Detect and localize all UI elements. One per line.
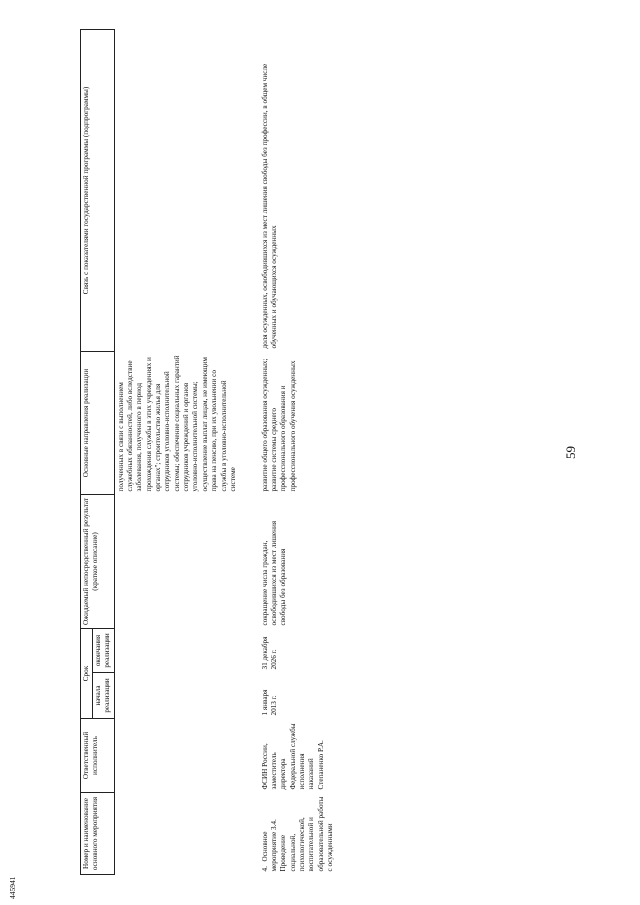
cont-start — [114, 673, 259, 719]
header-term: Срок — [81, 628, 93, 718]
measure-result: сокращение числа граждан, освободившихся из мест лишения свободы без образования — [260, 520, 288, 626]
cont-responsible — [114, 719, 259, 793]
measure-end: 31 декабря 2026 г. — [260, 636, 278, 670]
measure-number-name — [259, 793, 338, 875]
header-number-name: Номер и наименование основного мероприятия — [81, 793, 115, 875]
cont-end — [114, 628, 259, 672]
measure-start: 1 января 2013 г. — [260, 689, 278, 716]
document-code: 445941 — [8, 876, 17, 899]
header-directions: Основные направления реализации — [81, 351, 115, 494]
cont-number — [114, 793, 259, 875]
header-term-end: окончания реализации — [93, 628, 114, 672]
table-row — [259, 29, 338, 874]
measures-table — [80, 29, 337, 875]
measure-name: Основное мероприятие 3.4. Проведение социальной, психологической, воспитательной и образовательной работы с осужденными — [260, 796, 335, 872]
cont-directions: полученных в связи с выполнением служебных обязанностей, либо вследствие заболевания, полученного в период прохождения службы в этих учреждениях и органах"; строительство жилья для сотрудников уголовно-исполнительной системы; обеспечение социальных гарантий сотрудников учреждений и органов уголовно-исполнительной системы; осуществление выплат лицам, не имеющим права на пенсию, при их увольнении со службы в уголовно-исполнительной системе — [116, 355, 237, 492]
header-link: Связь с показателями государственной программы (подпрограммы) — [81, 29, 115, 351]
header-responsible: Ответственный исполнитель — [81, 719, 115, 793]
page-number: 59 — [563, 446, 578, 459]
measure-number: 4. — [260, 866, 269, 872]
measure-responsible: ФСИН России, заместитель директора Федеральной службы исполнения наказаний Степаненко Р.А. — [260, 723, 325, 790]
cont-result — [114, 494, 259, 628]
measure-link: доля осужденных, освободившихся из мест лишения свободы без профессии, в общем числе обученных и обучающихся осужденных — [260, 63, 278, 349]
measure-directions: развитие общего образования осужденных; развитие системы среднего профессионального образования и профессионального обучения осужденных — [260, 358, 297, 492]
header-row — [81, 29, 93, 874]
continuation-row — [114, 29, 259, 874]
header-expected-result: Ожидаемый непосредственный результат (краткое описание) — [81, 494, 115, 628]
cont-link — [114, 29, 259, 351]
header-term-start: начала реализации — [93, 673, 114, 719]
